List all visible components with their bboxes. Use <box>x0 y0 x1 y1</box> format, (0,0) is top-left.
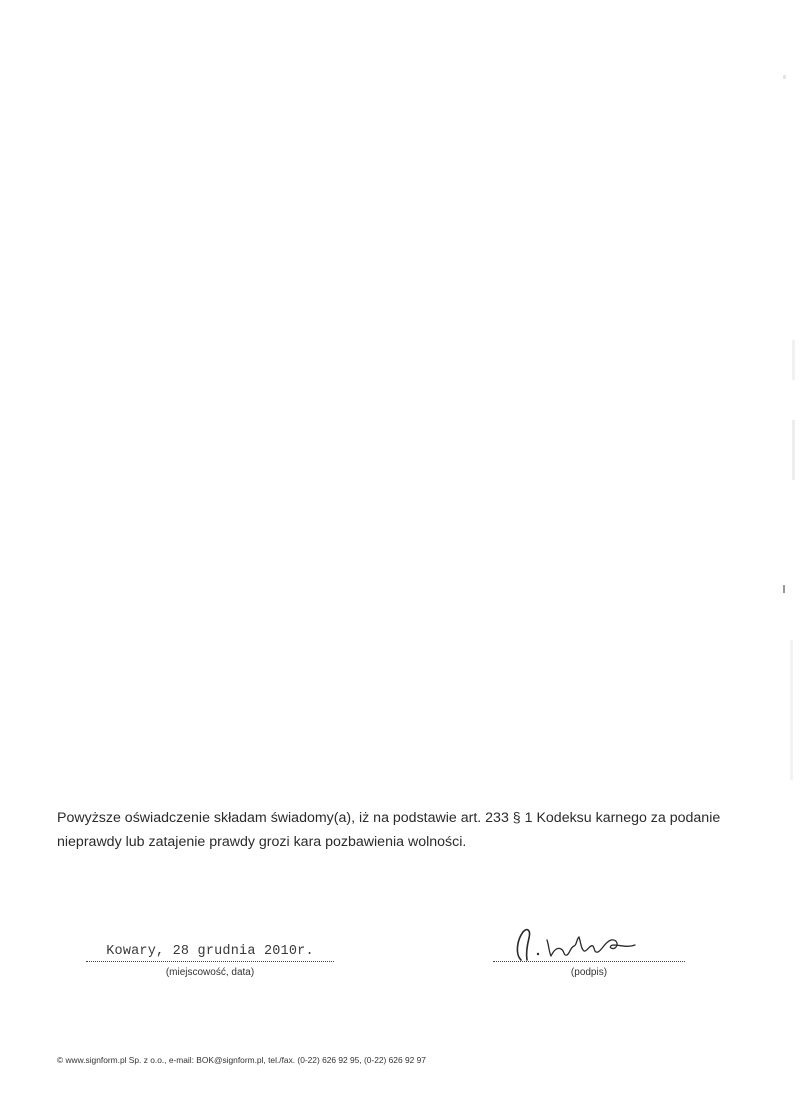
scan-artifact <box>792 340 795 380</box>
scan-artifact <box>790 640 793 780</box>
statement-line-1: Powyższe oświadczenie składam świadomy(a), iż na podstawie art. 233 § 1 Kodeksu karnego za podanie <box>57 810 721 826</box>
scan-artifact <box>783 75 786 79</box>
scan-artifact <box>792 420 795 480</box>
statement-line-2: nieprawdy lub zatajenie prawdy grozi kara pozbawienia wolności. <box>57 834 467 850</box>
legal-statement <box>57 806 737 854</box>
place-date-caption: (miejscowość, data) <box>165 967 255 978</box>
signature-area <box>493 918 685 961</box>
signature-caption: (podpis) <box>570 967 608 978</box>
signature-block <box>493 918 685 979</box>
handwritten-signature <box>507 918 647 963</box>
place-date-value: Kowary, 28 grudnia 2010r. <box>106 944 314 959</box>
footer-copyright: © www.signform.pl Sp. z o.o., e-mail: BOK@signform.pl, tel./fax. (0-22) 626 92 95, (0-22) 626 92 97 <box>57 1055 426 1065</box>
place-date-dotted-line <box>86 961 334 962</box>
scan-artifact <box>783 585 785 593</box>
place-date-block <box>86 944 334 979</box>
